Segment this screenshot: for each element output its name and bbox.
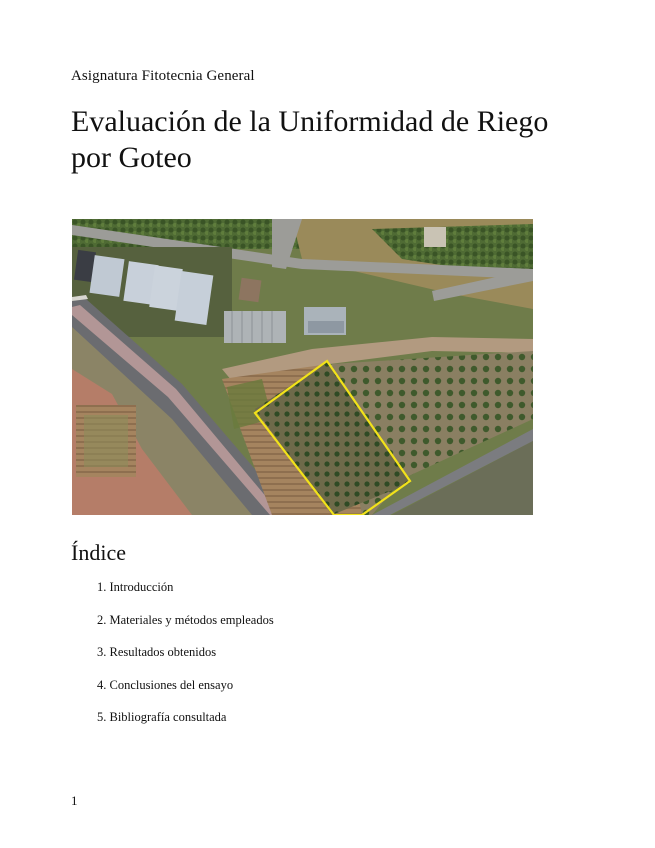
aerial-photo xyxy=(72,219,533,515)
toc-item-label: Materiales y métodos empleados xyxy=(109,612,274,627)
toc-item-label: Resultados obtenidos xyxy=(109,645,217,659)
toc-item-number: 5. xyxy=(97,710,107,724)
greenhouse xyxy=(224,311,286,343)
toc-item-label: Conclusiones del ensayo xyxy=(109,677,234,692)
toc-item-label: Bibliografía consultada xyxy=(109,710,227,724)
toc-item xyxy=(97,676,274,709)
toc-item xyxy=(97,578,274,611)
toc-item-number: 1. xyxy=(97,580,107,594)
toc-item xyxy=(97,708,274,741)
toc-item-number: 2. xyxy=(97,612,107,627)
toc-item xyxy=(97,611,274,644)
toc-item-number: 3. xyxy=(97,645,107,659)
subject-line: Asignatura Fitotecnia General xyxy=(71,68,255,84)
table-of-contents xyxy=(97,578,274,741)
toc-item-number: 4. xyxy=(97,677,107,692)
document-title: Evaluación de la Uniformidad de Riego por Goteo xyxy=(71,105,549,174)
toc-item xyxy=(97,643,274,676)
greenhouse xyxy=(90,255,125,297)
index-heading: Índice xyxy=(71,540,126,565)
page-number: 1 xyxy=(71,793,78,808)
toc-item-label: Introducción xyxy=(109,580,174,594)
